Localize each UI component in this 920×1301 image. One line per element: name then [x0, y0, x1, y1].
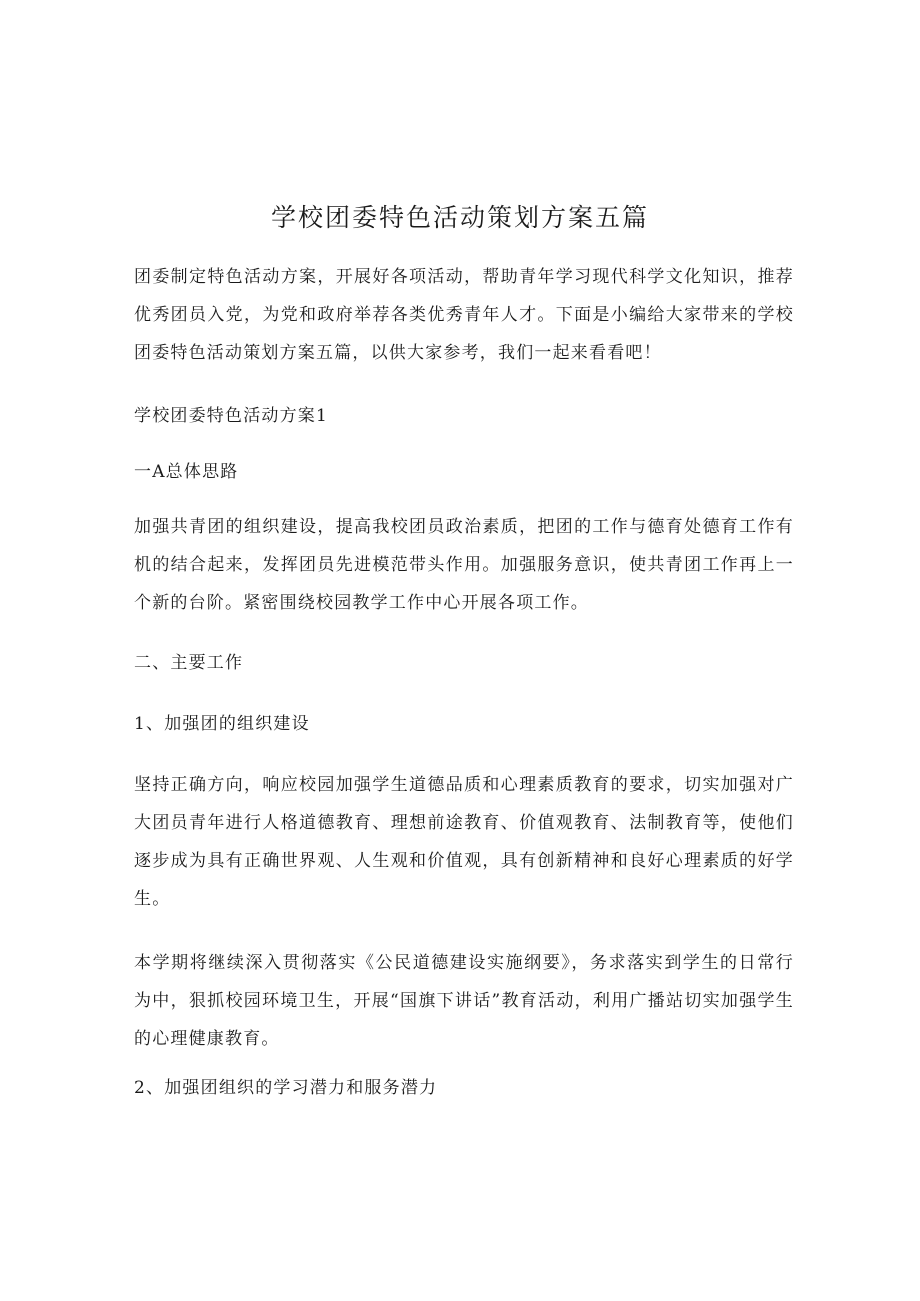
- organization-paragraph-2: 本学期将继续深入贯彻落实《公民道德建设实施纲要》，务求落实到学生的日常行为中，狠抓校园环境卫生，开展“国旗下讲话”教育活动，利用广播站切实加强学生的心理健康教育。: [134, 953, 794, 1049]
- overall-idea-paragraph: 加强共青团的组织建设，提高我校团员政治素质，把团的工作与德育处德育工作有机的结合起来，发挥团员先进模范带头作用。加强服务意识，使共青团工作再上一个新的台阶。紧密围绕校园教学工作中心开展各项工作。: [134, 517, 794, 613]
- heading-main-work: 二、主要工作: [134, 653, 244, 673]
- heading-overall-idea: 一A总体思路: [134, 462, 239, 482]
- section-title: 学校团委特色活动方案1: [134, 406, 329, 426]
- subheading-learning-service: 2、加强团组织的学习潜力和服务潜力: [134, 1078, 438, 1098]
- subheading-organization: 1、加强团的组织建设: [134, 714, 310, 734]
- organization-paragraph-1: 坚持正确方向，响应校园加强学生道德品质和心理素质教育的要求，切实加强对广大团员青年进行人格道德教育、理想前途教育、价值观教育、法制教育等，使他们逐步成为具有正确世界观、人生观和价值观，具有创新精神和良好心理素质的好学生。: [134, 775, 794, 909]
- intro-paragraph: 团委制定特色活动方案，开展好各项活动，帮助青年学习现代科学文化知识，推荐优秀团员入党，为党和政府举荐各类优秀青年人才。下面是小编给大家带来的学校团委特色活动策划方案五篇，以供大家参考，我们一起来看看吧！: [134, 267, 794, 363]
- document-title: 学校团委特色活动策划方案五篇: [270, 203, 649, 232]
